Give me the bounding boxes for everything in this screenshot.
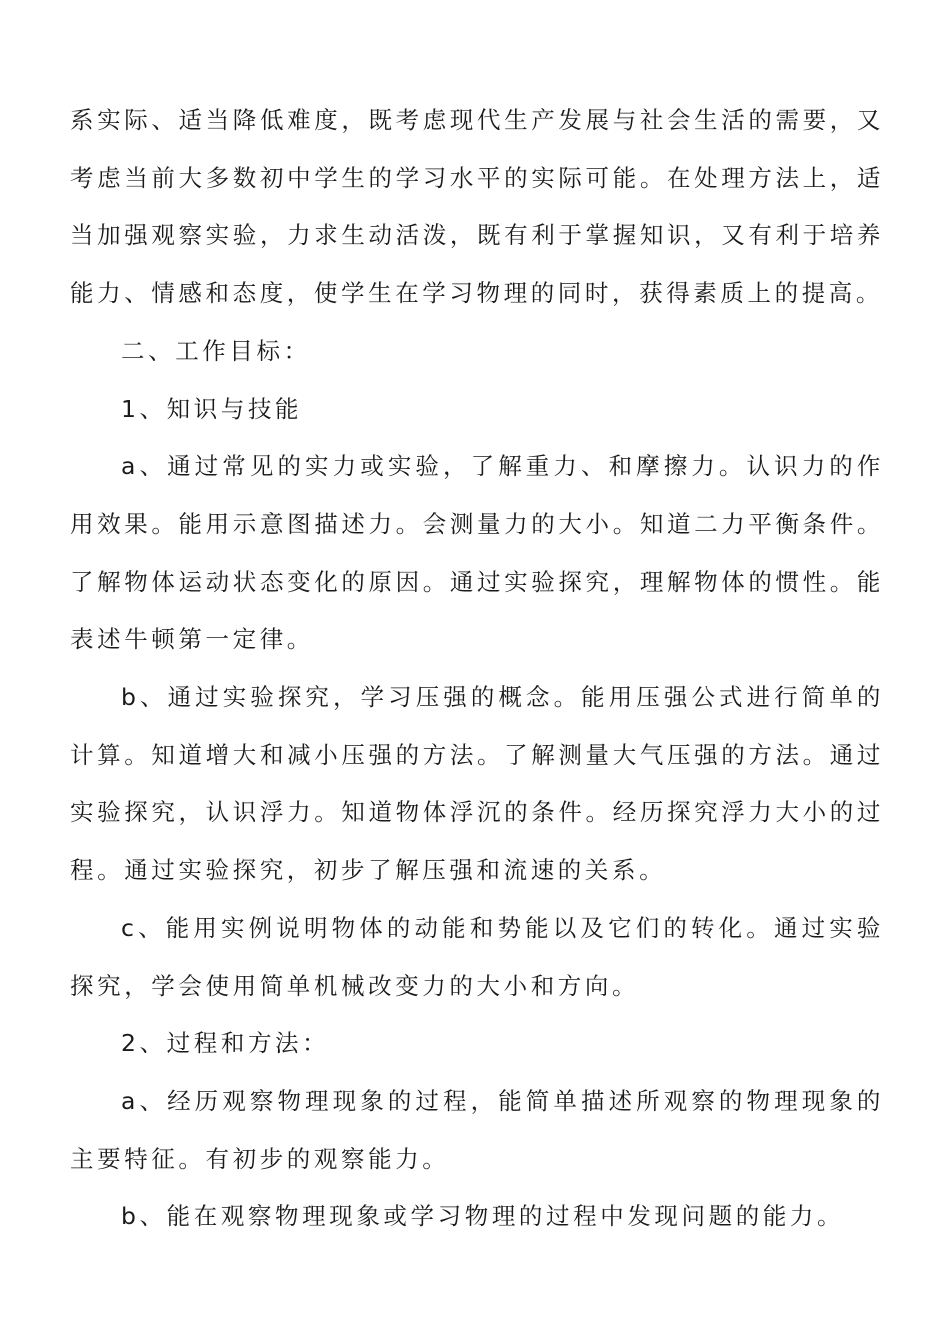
paragraph-item-2a: a、经历观察物理现象的过程，能简单描述所观察的物理现象的主要特征。有初步的观察能力。 [70, 1086, 884, 1173]
subheading-process-methods: 2、过程和方法： [121, 1029, 330, 1058]
paragraph-item-1b: b、通过实验探究，学习压强的概念。能用压强公式进行简单的计算。知道增大和减小压强的方法。了解测量大气压强的方法。通过实验探究，认识浮力。知道物体浮沉的条件。经历探究浮力大小的过程。通过实验探究，初步了解压强和流速的关系。 [70, 683, 884, 885]
paragraph-intro-continued: 系实际、适当降低难度，既考虑现代生产发展与社会生活的需要，又考虑当前大多数初中学生的学习水平的实际可能。在处理方法上，适当加强观察实验，力求生动活泼，既有利于掌握知识，又有利于培养能力、情感和态度，使学生在学习物理的同时，获得素质上的提高。 [70, 106, 884, 308]
subheading-knowledge-skills: 1、知识与技能 [121, 394, 303, 423]
section-heading-work-goals: 二、工作目标： [121, 336, 311, 365]
paragraph-item-1a: a、通过常见的实力或实验，了解重力、和摩擦力。认识力的作用效果。能用示意图描述力。会测量力的大小。知道二力平衡条件。了解物体运动状态变化的原因。通过实验探究，理解物体的惯性。能表述牛顿第一定律。 [70, 452, 884, 654]
paragraph-item-1c: c、能用实例说明物体的动能和势能以及它们的转化。通过实验探究，学会使用简单机械改变力的大小和方向。 [70, 913, 884, 1000]
paragraph-item-2b: b、能在观察物理现象或学习物理的过程中发现问题的能力。 [121, 1202, 845, 1231]
document-body [70, 92, 884, 1246]
